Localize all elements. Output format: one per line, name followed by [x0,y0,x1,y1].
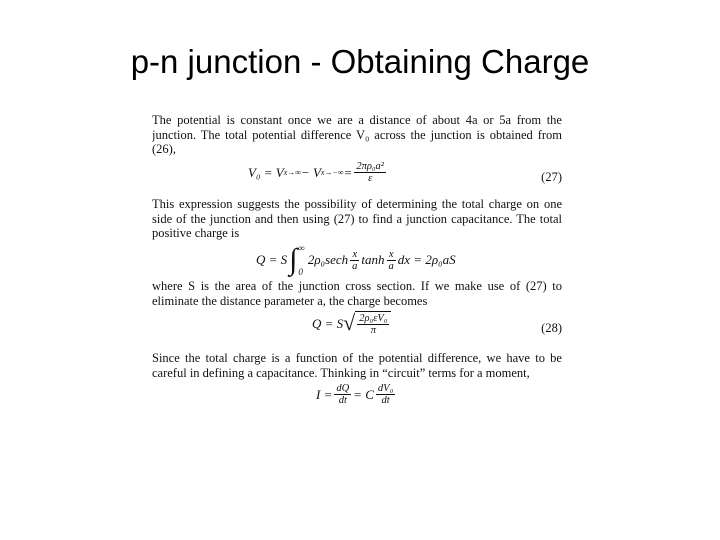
eqQ-lhs: Q = S [256,252,288,267]
eqQ-fraction-2 [387,249,396,272]
eqQ-f1-num: x [352,248,358,260]
text-line: Since the total charge is a function of the potential difference, we have to be [152,351,562,365]
eqI-fraction-2 [376,383,395,406]
paragraph-expression [152,197,562,241]
paragraph-potential [152,113,562,157]
eq27-sub1: x→∞ [283,168,301,177]
eq28-numerator: 2ρ₀εV₀ [359,313,388,324]
eqQ-f2-den: a [388,260,394,272]
eqQ-lower: 0 [298,267,303,277]
textbook-excerpt [152,113,564,423]
eq27-lhs: V₀ = V [248,164,284,180]
text-line: (26), [152,142,176,156]
slide-title: p-n junction - Obtaining Charge [130,43,590,80]
eqQ-term1: 2ρ₀sech [307,252,349,267]
eq28-lhs: Q = S [312,315,344,331]
eq28-denominator: π [370,325,376,336]
eq27-numerator: 2πρ₀a² [356,161,384,172]
equation-27 [152,161,562,193]
eq28-fraction [357,313,389,336]
eqI-fraction-1 [334,383,351,406]
eqI-f1-den: dt [338,395,347,406]
eqI-f2-den: dt [381,395,390,406]
paragraph-area [152,279,562,308]
text-line: positive charge is [152,226,240,240]
eqQ-f2-num: x [388,248,394,260]
eqQ-term3: dx = 2ρ₀aS [397,252,456,267]
eq27-mid: − V [300,164,321,180]
text-line: side of the junction and then using (27) to find a junction capacitance. The total [152,211,562,226]
eq27-fraction [354,161,386,184]
text-line: The potential is constant once we are a distance of about 4a or 5a from the [152,113,562,127]
eqQ-f1-den: a [352,260,358,272]
square-root-icon: √ $\frac{\text{2ρ₀εV₀}}{\pi}$ [343,311,391,336]
eq27-denominator: ε [368,173,373,184]
text-line: junction. The total potential difference V₀ across the junction is obtained from [152,127,562,142]
eqQ-term2: tanh [361,252,385,267]
text-line: where S is the area of the junction cross section. If we make use of (27) to [152,279,562,293]
integral-sign-icon: ∫ [289,243,298,276]
eq27-eqsign: = [343,164,353,180]
text-line: eliminate the distance parameter a, the charge becomes [152,293,428,308]
eqI-mid: = C [353,386,374,402]
eq28-number: (28) [541,321,562,335]
text-line: This expression suggests the possibility of determining the total charge on one [152,197,562,211]
equation-28 [152,311,562,347]
paragraph-capacitance [152,351,562,380]
integral-limits [298,243,304,277]
eqQ-upper: ∞ [298,243,305,253]
eqQ-fraction-1 [350,249,359,272]
eq27-number: (27) [541,170,562,184]
text-line: careful in defining a capacitance. Thinking in “circuit” terms for a moment, [152,365,530,380]
eq27-sub2: x→−∞ [320,168,344,177]
eqI-f1-num: dQ [336,383,350,394]
eqI-lhs: I = [316,386,333,402]
equation-current [152,383,562,417]
eqI-f2-num: dV₀ [377,383,394,394]
